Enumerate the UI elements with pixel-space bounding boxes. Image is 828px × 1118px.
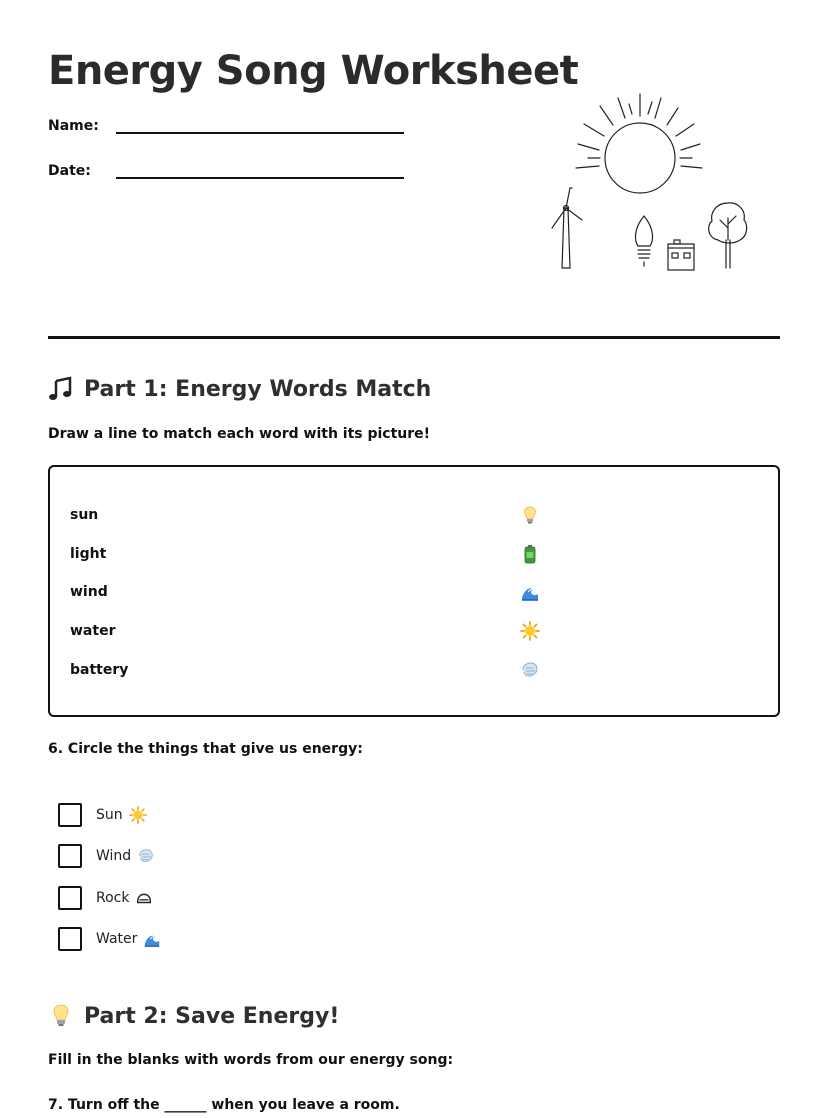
part1-instruction: Draw a line to match each word with its picture! bbox=[48, 426, 431, 442]
wind-icon[interactable] bbox=[520, 660, 540, 680]
option-water[interactable] bbox=[58, 927, 161, 951]
option-label: Water bbox=[96, 931, 138, 947]
date-field[interactable] bbox=[48, 163, 91, 179]
sun-drawing-icon bbox=[576, 94, 702, 193]
option-label: Rock bbox=[96, 890, 130, 906]
date-blank-line[interactable] bbox=[116, 177, 404, 179]
wave-icon[interactable] bbox=[520, 582, 540, 602]
checkbox[interactable] bbox=[58, 844, 82, 868]
energy-illustration bbox=[540, 88, 760, 278]
part1-heading bbox=[48, 376, 431, 402]
question7-text: 7. Turn off the ______ when you leave a room. bbox=[48, 1097, 400, 1113]
question6-prompt: 6. Circle the things that give us energy: bbox=[48, 741, 363, 757]
match-row[interactable] bbox=[70, 546, 760, 566]
part2-heading-text: Part 2: Save Energy! bbox=[84, 1003, 340, 1029]
word-match-box bbox=[48, 465, 780, 717]
page-title: Energy Song Worksheet bbox=[48, 48, 579, 94]
match-row[interactable] bbox=[70, 584, 760, 604]
checkbox[interactable] bbox=[58, 927, 82, 951]
name-blank-line[interactable] bbox=[116, 132, 404, 134]
match-word[interactable]: wind bbox=[70, 584, 108, 600]
section-divider bbox=[48, 336, 780, 339]
checkbox[interactable] bbox=[58, 886, 82, 910]
part1-heading-text: Part 1: Energy Words Match bbox=[84, 376, 432, 402]
sun-icon bbox=[129, 806, 147, 824]
option-label: Sun bbox=[96, 807, 123, 823]
light-bulb-drawing-icon bbox=[636, 216, 653, 266]
match-row[interactable] bbox=[70, 623, 760, 643]
match-word[interactable]: water bbox=[70, 623, 116, 639]
music-note-icon bbox=[48, 376, 74, 402]
name-label: Name: bbox=[48, 118, 99, 134]
wind-icon bbox=[137, 847, 155, 865]
option-label: Wind bbox=[96, 848, 132, 864]
tree-icon bbox=[709, 203, 747, 268]
option-wind[interactable] bbox=[58, 844, 155, 868]
name-field[interactable] bbox=[48, 118, 99, 134]
date-label: Date: bbox=[48, 163, 91, 179]
rock-icon bbox=[135, 889, 153, 907]
part2-heading bbox=[48, 1003, 339, 1029]
house-icon bbox=[668, 240, 694, 270]
match-row[interactable] bbox=[70, 662, 760, 682]
battery-icon[interactable] bbox=[520, 544, 540, 564]
checkbox[interactable] bbox=[58, 803, 82, 827]
part2-instruction: Fill in the blanks with words from our energy song: bbox=[48, 1052, 454, 1068]
option-rock[interactable] bbox=[58, 886, 153, 910]
match-word[interactable]: sun bbox=[70, 507, 99, 523]
option-sun[interactable] bbox=[58, 803, 147, 827]
match-word[interactable]: battery bbox=[70, 662, 129, 678]
match-row[interactable] bbox=[70, 507, 760, 527]
lightbulb-icon bbox=[48, 1003, 74, 1029]
wind-turbine-icon bbox=[552, 188, 582, 268]
sun-icon[interactable] bbox=[520, 621, 540, 641]
lightbulb-icon[interactable] bbox=[520, 505, 540, 525]
match-word[interactable]: light bbox=[70, 546, 107, 562]
wave-icon bbox=[143, 930, 161, 948]
